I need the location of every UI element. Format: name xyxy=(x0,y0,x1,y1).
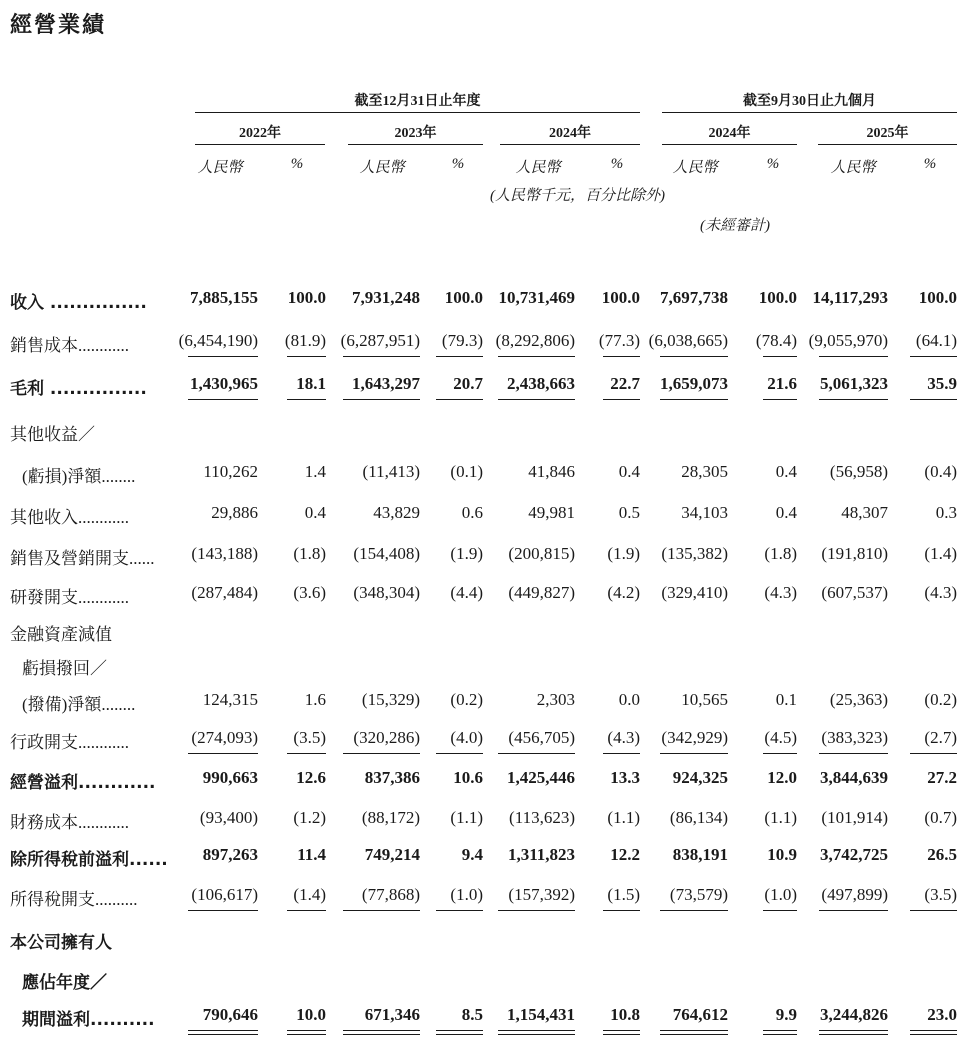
total-double-rule xyxy=(188,1030,258,1035)
subtotal-rule xyxy=(436,910,483,911)
cell-percent: (4.3) xyxy=(607,728,640,747)
header-year-2025-9m-rule xyxy=(818,144,957,145)
cell-amount: (101,914) xyxy=(821,808,888,827)
cell-amount: 29,886 xyxy=(211,503,258,522)
cell-amount: 990,663 xyxy=(202,768,258,787)
cell-amount: 749,214 xyxy=(364,845,420,864)
cell-percent: 18.1 xyxy=(296,374,326,393)
cell-amount: (25,363) xyxy=(829,690,888,709)
cell-percent: 22.7 xyxy=(610,374,640,393)
cell-percent: (1.4) xyxy=(924,544,957,563)
row-label: 所得稅開支.......... xyxy=(10,890,138,909)
cell-percent: 10.9 xyxy=(767,845,797,864)
table-row xyxy=(0,968,960,998)
subtotal-rule xyxy=(188,399,258,400)
cell-percent: 100.0 xyxy=(444,288,483,307)
cell-amount: 1,643,297 xyxy=(352,374,420,393)
cell-amount: 14,117,293 xyxy=(812,288,888,307)
cell-amount: (456,705) xyxy=(508,728,575,747)
unit-pct-2024: % xyxy=(610,156,624,172)
cell-percent: (4.3) xyxy=(924,583,957,602)
subtotal-rule xyxy=(910,399,957,400)
unit-pct-2022: % xyxy=(290,156,304,172)
cell-percent: (78.4) xyxy=(755,331,797,350)
cell-percent: 8.5 xyxy=(461,1005,483,1024)
cell-percent: 23.0 xyxy=(927,1005,957,1024)
cell-amount: (9,055,970) xyxy=(808,331,888,350)
unaudited-note: (未經審計) xyxy=(700,218,770,234)
cell-amount: 924,325 xyxy=(672,768,728,787)
subtotal-rule xyxy=(910,753,957,754)
cell-percent: 0.0 xyxy=(618,690,640,709)
cell-percent: (0.2) xyxy=(450,690,483,709)
cell-amount: 124,315 xyxy=(202,690,258,709)
subtotal-rule xyxy=(287,910,326,911)
cell-amount: 790,646 xyxy=(202,1005,258,1024)
cell-percent: 0.5 xyxy=(618,503,640,522)
row-label: (撥備)淨額........ xyxy=(22,695,136,714)
unit-pct-2025-9m: % xyxy=(923,156,937,172)
cell-percent: 0.4 xyxy=(618,462,640,481)
row-label: 本公司擁有人 xyxy=(10,933,112,953)
subtotal-rule xyxy=(819,910,888,911)
table-row xyxy=(0,620,960,650)
cell-percent: (77.3) xyxy=(598,331,640,350)
cell-percent: (1.0) xyxy=(764,885,797,904)
subtotal-rule xyxy=(343,356,420,357)
cell-percent: (0.2) xyxy=(924,690,957,709)
cell-percent: 100.0 xyxy=(601,288,640,307)
cell-amount: (77,868) xyxy=(361,885,420,904)
subtotal-rule xyxy=(436,399,483,400)
cell-percent: (1.8) xyxy=(764,544,797,563)
total-double-rule xyxy=(343,1030,420,1035)
cell-percent: (1.5) xyxy=(607,885,640,904)
cell-percent: (1.4) xyxy=(293,885,326,904)
cell-percent: 100.0 xyxy=(758,288,797,307)
total-double-rule xyxy=(603,1030,640,1035)
cell-percent: (1.1) xyxy=(607,808,640,827)
cell-percent: (79.3) xyxy=(441,331,483,350)
cell-amount: (86,134) xyxy=(669,808,728,827)
cell-amount: 2,438,663 xyxy=(507,374,575,393)
cell-percent: 1.6 xyxy=(304,690,326,709)
cell-amount: 28,305 xyxy=(681,462,728,481)
cell-amount: (287,484) xyxy=(191,583,258,602)
cell-percent: (1.1) xyxy=(450,808,483,827)
subtotal-rule xyxy=(603,910,640,911)
cell-percent: 9.4 xyxy=(461,845,483,864)
cell-amount: 34,103 xyxy=(681,503,728,522)
subtotal-rule xyxy=(660,356,728,357)
table-row xyxy=(0,654,960,684)
cell-amount: 671,346 xyxy=(364,1005,420,1024)
cell-amount: 43,829 xyxy=(373,503,420,522)
cell-percent: 0.4 xyxy=(775,503,797,522)
header-year-2025-9m: 2025年 xyxy=(866,126,909,141)
cell-amount: 1,425,446 xyxy=(507,768,575,787)
cell-amount: (11,413) xyxy=(362,462,420,481)
header-group-year-end: 截至12月31日止年度 xyxy=(354,94,481,109)
cell-amount: (6,454,190) xyxy=(178,331,258,350)
header-year-2024-rule xyxy=(500,144,640,145)
subtotal-rule xyxy=(343,910,420,911)
cell-amount: (497,899) xyxy=(821,885,888,904)
cell-percent: 21.6 xyxy=(767,374,797,393)
total-double-rule xyxy=(763,1030,797,1035)
subtotal-rule xyxy=(819,399,888,400)
subtotal-rule xyxy=(188,753,258,754)
cell-amount: 110,262 xyxy=(203,462,258,481)
cell-amount: 764,612 xyxy=(672,1005,728,1024)
row-label: 應佔年度／ xyxy=(22,973,107,993)
total-double-rule xyxy=(287,1030,326,1035)
cell-amount: (607,537) xyxy=(821,583,888,602)
cell-amount: (191,810) xyxy=(821,544,888,563)
cell-amount: (113,623) xyxy=(509,808,575,827)
row-label: 收入 ............... xyxy=(10,293,147,313)
cell-amount: (73,579) xyxy=(669,885,728,904)
unit-rmb-2023: 人民幣 xyxy=(359,160,405,176)
cell-percent: (1.9) xyxy=(607,544,640,563)
row-label: 除所得稅前溢利...... xyxy=(10,850,168,870)
cell-percent: (2.7) xyxy=(924,728,957,747)
table-row xyxy=(0,544,960,574)
cell-percent: (0.4) xyxy=(924,462,957,481)
cell-percent: (4.2) xyxy=(607,583,640,602)
cell-percent: 10.0 xyxy=(296,1005,326,1024)
subtotal-rule xyxy=(287,399,326,400)
row-label: 行政開支............ xyxy=(10,733,129,752)
cell-amount: (274,093) xyxy=(191,728,258,747)
header-group-nine-months: 截至9月30日止九個月 xyxy=(743,94,876,109)
cell-percent: 0.4 xyxy=(775,462,797,481)
subtotal-rule xyxy=(660,399,728,400)
subtotal-rule xyxy=(343,753,420,754)
total-double-rule xyxy=(436,1030,483,1035)
cell-percent: 100.0 xyxy=(287,288,326,307)
row-label: 期間溢利.......... xyxy=(22,1010,155,1030)
cell-percent: 0.6 xyxy=(461,503,483,522)
header-group-nine-months-rule xyxy=(662,112,957,113)
cell-amount: (200,815) xyxy=(508,544,575,563)
unit-pct-2023: % xyxy=(451,156,465,172)
row-label: 其他收益／ xyxy=(10,425,95,444)
cell-amount: 837,386 xyxy=(364,768,420,787)
unit-rmb-2022: 人民幣 xyxy=(197,160,243,176)
subtotal-rule xyxy=(498,753,575,754)
subtotal-rule xyxy=(660,753,728,754)
row-label: 虧損撥回／ xyxy=(22,659,107,678)
cell-amount: 1,154,431 xyxy=(507,1005,575,1024)
total-double-rule xyxy=(819,1030,888,1035)
subtotal-rule xyxy=(498,910,575,911)
cell-percent: 100.0 xyxy=(918,288,957,307)
cell-percent: (3.6) xyxy=(293,583,326,602)
cell-percent: (0.7) xyxy=(924,808,957,827)
unit-rmb-2025-9m: 人民幣 xyxy=(830,160,876,176)
cell-percent: (1.8) xyxy=(293,544,326,563)
total-double-rule xyxy=(910,1030,957,1035)
cell-amount: 838,191 xyxy=(672,845,728,864)
cell-amount: (157,392) xyxy=(508,885,575,904)
cell-percent: 1.4 xyxy=(304,462,326,481)
cell-percent: (3.5) xyxy=(924,885,957,904)
header-group-year-end-rule xyxy=(195,112,640,113)
cell-percent: (64.1) xyxy=(915,331,957,350)
cell-percent: (4.4) xyxy=(450,583,483,602)
subtotal-rule xyxy=(436,753,483,754)
row-label: (虧損)淨額........ xyxy=(22,467,136,486)
subtotal-rule xyxy=(603,356,640,357)
cell-percent: (1.0) xyxy=(450,885,483,904)
subtotal-rule xyxy=(498,356,575,357)
row-label: 銷售成本............ xyxy=(10,336,129,355)
table-row xyxy=(0,503,960,533)
cell-percent: (1.1) xyxy=(764,808,797,827)
cell-amount: (348,304) xyxy=(353,583,420,602)
cell-amount: (8,292,806) xyxy=(495,331,575,350)
cell-amount: 897,263 xyxy=(202,845,258,864)
subtotal-rule xyxy=(436,356,483,357)
cell-amount: (6,287,951) xyxy=(340,331,420,350)
table-row xyxy=(0,768,960,798)
table-row xyxy=(0,928,960,958)
unit-rmb-2024: 人民幣 xyxy=(515,160,561,176)
subtotal-rule xyxy=(819,753,888,754)
cell-amount: 41,846 xyxy=(528,462,575,481)
cell-percent: (3.5) xyxy=(293,728,326,747)
cell-amount: 2,303 xyxy=(536,690,575,709)
cell-amount: (143,188) xyxy=(191,544,258,563)
cell-percent: (81.9) xyxy=(284,331,326,350)
total-double-rule xyxy=(498,1030,575,1035)
cell-amount: (6,038,665) xyxy=(648,331,728,350)
unit-pct-2024-9m: % xyxy=(766,156,780,172)
subtotal-rule xyxy=(498,399,575,400)
unit-rmb-2024-9m: 人民幣 xyxy=(672,160,718,176)
cell-amount: 3,844,639 xyxy=(820,768,888,787)
cell-percent: 11.4 xyxy=(297,845,326,864)
cell-amount: 49,981 xyxy=(528,503,575,522)
cell-amount: (154,408) xyxy=(353,544,420,563)
cell-amount: 48,307 xyxy=(841,503,888,522)
subtotal-rule xyxy=(188,356,258,357)
table-row xyxy=(0,288,960,318)
section-title: 經營業績 xyxy=(10,13,107,38)
cell-amount: 5,061,323 xyxy=(820,374,888,393)
cell-amount: (93,400) xyxy=(199,808,258,827)
cell-percent: (4.5) xyxy=(764,728,797,747)
cell-percent: (1.9) xyxy=(450,544,483,563)
cell-amount: 1,430,965 xyxy=(190,374,258,393)
cell-amount: (320,286) xyxy=(353,728,420,747)
table-row xyxy=(0,808,960,838)
cell-percent: 0.3 xyxy=(935,503,957,522)
cell-amount: (383,323) xyxy=(821,728,888,747)
cell-amount: 3,244,826 xyxy=(820,1005,888,1024)
cell-amount: (106,617) xyxy=(191,885,258,904)
cell-amount: 10,565 xyxy=(681,690,728,709)
row-label: 經營溢利............ xyxy=(10,773,156,793)
cell-percent: 10.8 xyxy=(610,1005,640,1024)
header-year-2024-9m-rule xyxy=(662,144,797,145)
subtotal-rule xyxy=(660,910,728,911)
header-year-2024-9m: 2024年 xyxy=(708,126,751,141)
cell-amount: (56,958) xyxy=(829,462,888,481)
cell-amount: 7,697,738 xyxy=(660,288,728,307)
unit-note: (人民幣千元，百分比除外) xyxy=(490,188,665,204)
cell-percent: 27.2 xyxy=(927,768,957,787)
cell-amount: 10,731,469 xyxy=(498,288,575,307)
cell-percent: 12.6 xyxy=(296,768,326,787)
subtotal-rule xyxy=(287,753,326,754)
subtotal-rule xyxy=(343,399,420,400)
row-label: 其他收入............ xyxy=(10,508,129,527)
table-row xyxy=(0,462,960,492)
cell-amount: 3,742,725 xyxy=(820,845,888,864)
cell-percent: 13.3 xyxy=(610,768,640,787)
cell-percent: (4.0) xyxy=(450,728,483,747)
table-row xyxy=(0,420,960,450)
cell-percent: (4.3) xyxy=(764,583,797,602)
header-year-2022: 2022年 xyxy=(239,126,281,141)
cell-amount: (88,172) xyxy=(361,808,420,827)
cell-percent: 12.2 xyxy=(610,845,640,864)
subtotal-rule xyxy=(763,753,797,754)
subtotal-rule xyxy=(763,356,797,357)
subtotal-rule xyxy=(763,399,797,400)
header-year-2022-rule xyxy=(195,144,325,145)
cell-percent: (0.1) xyxy=(450,462,483,481)
row-label: 研發開支............ xyxy=(10,588,129,607)
cell-percent: 0.1 xyxy=(775,690,797,709)
cell-percent: 9.9 xyxy=(775,1005,797,1024)
subtotal-rule xyxy=(763,910,797,911)
subtotal-rule xyxy=(188,910,258,911)
cell-amount: (329,410) xyxy=(661,583,728,602)
subtotal-rule xyxy=(287,356,326,357)
header-year-2024: 2024年 xyxy=(549,126,591,141)
cell-percent: 10.6 xyxy=(453,768,483,787)
table-row xyxy=(0,583,960,613)
cell-amount: (449,827) xyxy=(508,583,575,602)
header-year-2023: 2023年 xyxy=(394,126,437,141)
cell-amount: (342,929) xyxy=(661,728,728,747)
row-label: 金融資產減值 xyxy=(10,625,112,644)
cell-amount: (135,382) xyxy=(661,544,728,563)
table-row xyxy=(0,690,960,720)
subtotal-rule xyxy=(910,356,957,357)
row-label: 毛利 ............... xyxy=(10,379,147,399)
cell-amount: 1,659,073 xyxy=(660,374,728,393)
header-year-2023-rule xyxy=(348,144,483,145)
subtotal-rule xyxy=(603,399,640,400)
row-label: 銷售及營銷開支...... xyxy=(10,549,155,568)
total-double-rule xyxy=(660,1030,728,1035)
cell-percent: 35.9 xyxy=(927,374,957,393)
subtotal-rule xyxy=(603,753,640,754)
cell-percent: 12.0 xyxy=(767,768,797,787)
table-row xyxy=(0,845,960,875)
cell-amount: 7,931,248 xyxy=(352,288,420,307)
cell-amount: 7,885,155 xyxy=(190,288,258,307)
cell-amount: (15,329) xyxy=(361,690,420,709)
subtotal-rule xyxy=(819,356,888,357)
cell-percent: 26.5 xyxy=(927,845,957,864)
subtotal-rule xyxy=(910,910,957,911)
cell-percent: 0.4 xyxy=(304,503,326,522)
cell-percent: (1.2) xyxy=(293,808,326,827)
cell-percent: 20.7 xyxy=(453,374,483,393)
cell-amount: 1,311,823 xyxy=(507,845,575,864)
row-label: 財務成本............ xyxy=(10,813,129,832)
